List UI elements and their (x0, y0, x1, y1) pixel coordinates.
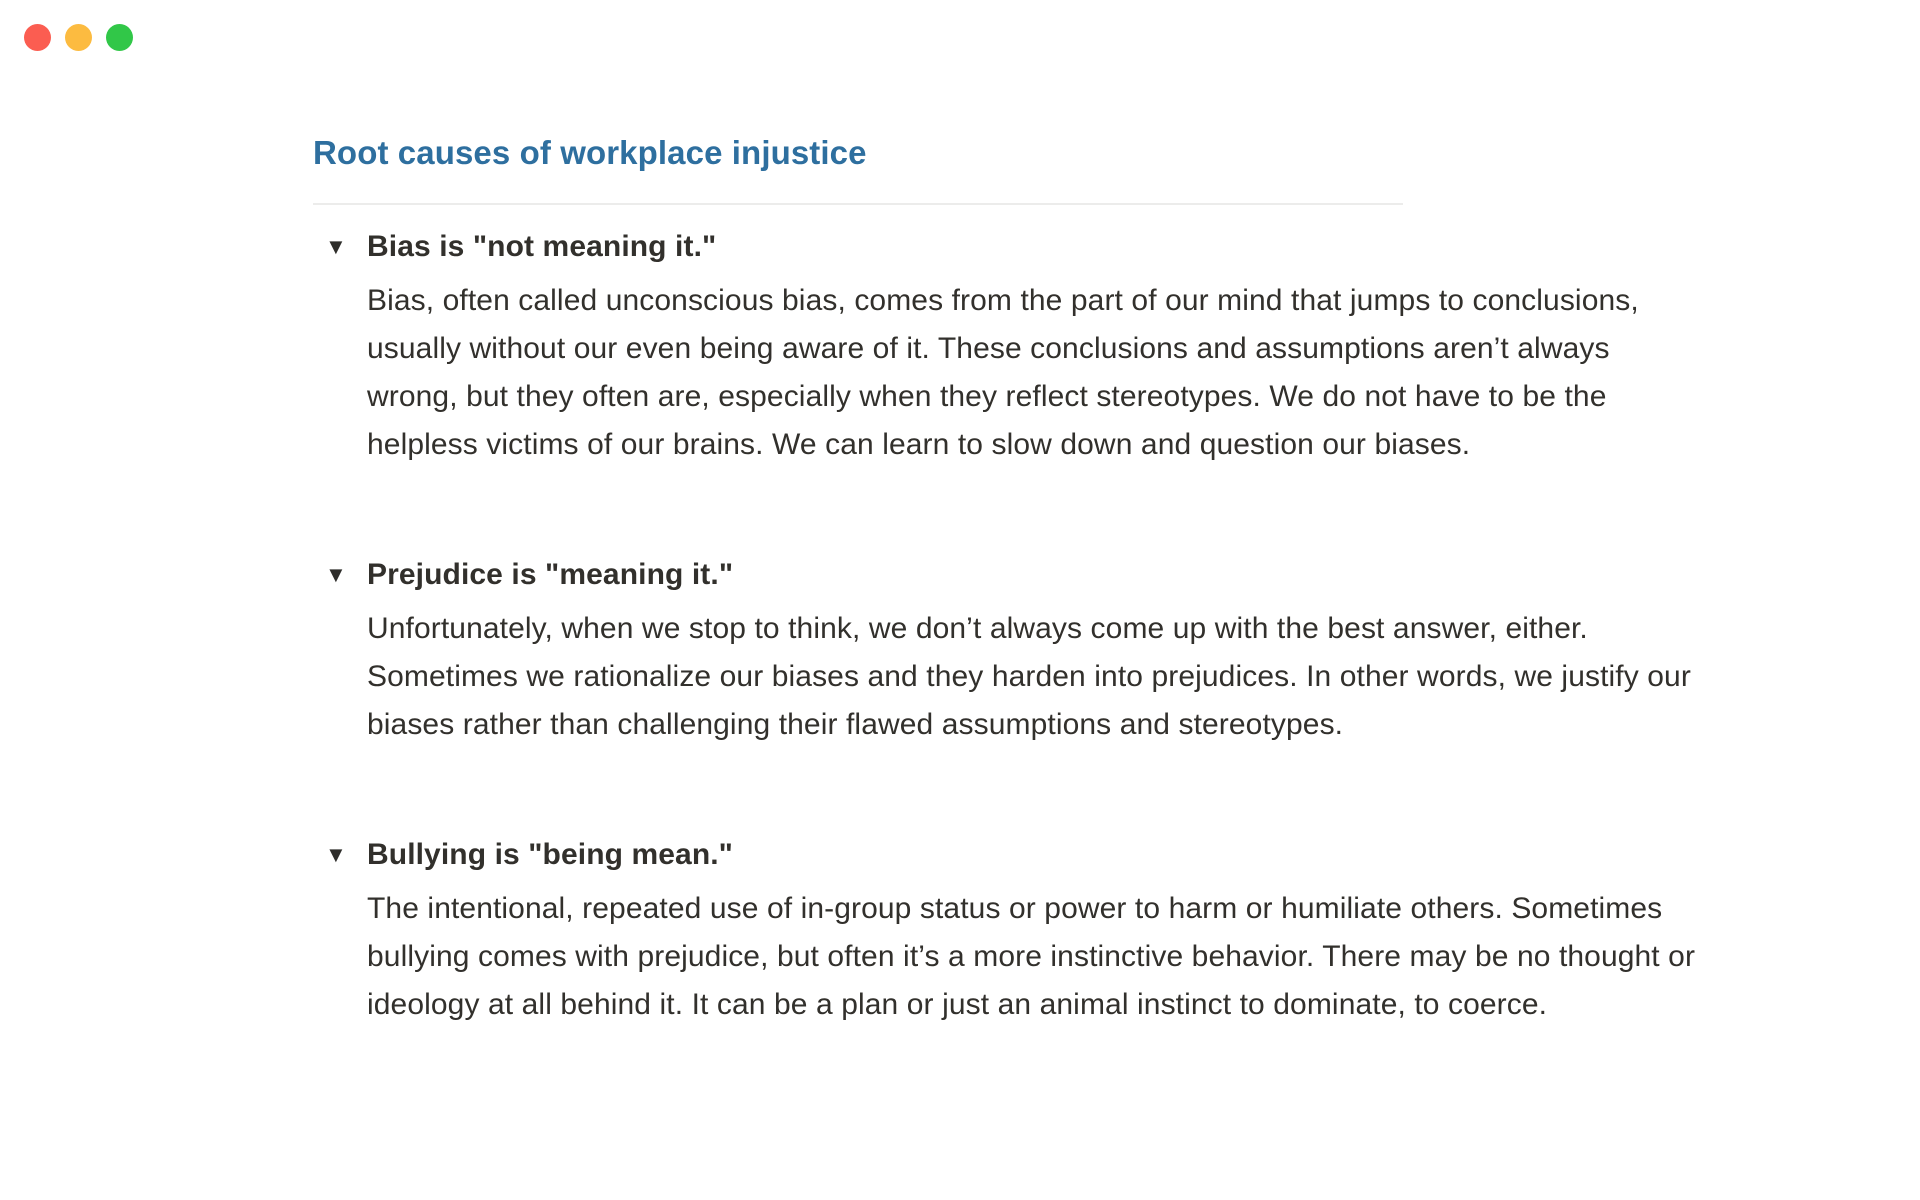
toggle-heading[interactable]: Bias is "not meaning it." (367, 230, 717, 263)
toggle-row (313, 833, 1703, 877)
toggle-section-prejudice (313, 553, 1703, 749)
toggle-collapse-button[interactable] (321, 235, 367, 259)
triangle-down-icon: ▼ (325, 562, 347, 587)
triangle-down-icon: ▼ (325, 842, 347, 867)
zoom-button[interactable] (106, 24, 133, 51)
page-title: Root causes of workplace injustice (313, 134, 867, 171)
toggle-body-text[interactable]: Bias, often called unconscious bias, comes from the part of our mind that jumps to conclusions, usually without our even being aware of it. These conclusions and assumptions aren’t always wrong, but they often are, especially when they reflect stereotypes. We do not have to be the helpless victims of our brains. We can learn to slow down and question our biases. (367, 284, 1639, 461)
toggle-row (313, 225, 1703, 269)
toggle-heading[interactable]: Bullying is "being mean." (367, 838, 734, 871)
window-traffic-lights (24, 24, 133, 51)
toggle-collapse-button[interactable] (321, 843, 367, 867)
toggle-section-bullying (313, 833, 1703, 1029)
toggle-row (313, 553, 1703, 597)
minimize-button[interactable] (65, 24, 92, 51)
toggle-body-text[interactable]: The intentional, repeated use of in-group status or power to harm or humiliate others. Sometimes bullying comes with prejudice, but often it’s a more instinctive behavior. There may be no thought or ideology at all behind it. It can be a plan or just an animal instinct to dominate, to coerce. (367, 892, 1696, 1021)
document-page (313, 132, 1703, 1029)
toggle-section-bias (313, 225, 1703, 469)
toggle-heading[interactable]: Prejudice is "meaning it." (367, 558, 734, 591)
divider-line (313, 203, 1403, 205)
toggle-body-text[interactable]: Unfortunately, when we stop to think, we don’t always come up with the best answer, either. Sometimes we rationalize our biases and they harden into prejudices. In other words, we justify our biases rather than challenging their flawed assumptions and stereotypes. (367, 612, 1691, 741)
triangle-down-icon: ▼ (325, 234, 347, 259)
toggle-collapse-button[interactable] (321, 563, 367, 587)
close-button[interactable] (24, 24, 51, 51)
